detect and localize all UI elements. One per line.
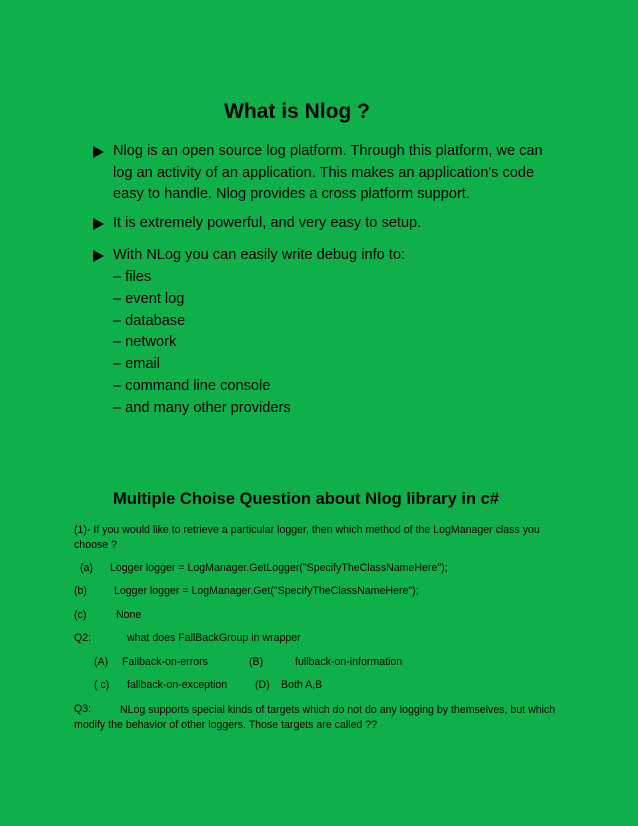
bullet-item [93,245,563,267]
list-item: – database [113,312,186,329]
q1-option-a-text: Logger logger = LogManager.GetLogger("SpecifyTheClassNameHere"); [110,562,448,574]
list-item: – email [113,356,161,373]
q2-option-b-label: (B) [249,656,264,668]
bullet-item [93,213,563,235]
triangle-bullet-icon [93,218,104,230]
q2-option-c-label: ( c) [94,679,110,691]
q2-option-b-text: fullback-on-information [295,656,403,668]
q1-option-c-text: None [116,609,142,621]
triangle-bullet-icon [93,250,104,262]
q2-option-c-text: fallback-on-exception [127,679,228,691]
list-item: – event log [113,290,185,307]
page-title: What is Nlog ? [224,100,370,123]
bullet-item [93,141,563,206]
q1-option-c-label: (c) [74,609,87,621]
q2-label: Q2: [74,632,92,644]
q2-text: what does FallBackGroup in wrapper [127,632,301,644]
q2-option-a-text: Fallback-on-errors [122,656,208,668]
q1-option-a-label: (a) [80,562,93,574]
list-item: – network [113,334,177,351]
list-item: – files [113,269,152,285]
list-item: – and many other providers [113,399,291,416]
bullet-text: It is extremely powerful, and very easy to setup. [113,215,422,231]
q2-option-d-text: Both A,B [281,679,323,691]
q2-option-a-label: (A) [94,656,109,668]
q2-option-d-label: (D) [255,679,270,691]
q3-label: Q3: [74,703,92,715]
q1-option-b-label: (b) [74,585,87,597]
q3-text: NLog supports special kinds of targets which do not do any logging by themselves, but which modify the behavior of other loggers. Those targets are called ?? [74,704,556,731]
mcq-section-title: Multiple Choise Question about Nlog library in c# [113,490,499,508]
question-1-text: (1)- If you would like to retrieve a particular logger, then which method of the LogManager class you choose ? [74,524,540,551]
triangle-bullet-icon [93,146,104,158]
bullet-text: With NLog you can easily write debug info to: [113,247,406,263]
list-item: – command line console [113,377,271,394]
q1-option-b-text: Logger logger = LogManager.Get("SpecifyTheClassNameHere"); [114,585,419,597]
bullet-text: Nlog is an open source log platform. Through this platform, we can log an activity of an application. This makes an application's code easy to handle. Nlog provides a cross platform support. [113,143,543,202]
target-list [113,267,291,420]
